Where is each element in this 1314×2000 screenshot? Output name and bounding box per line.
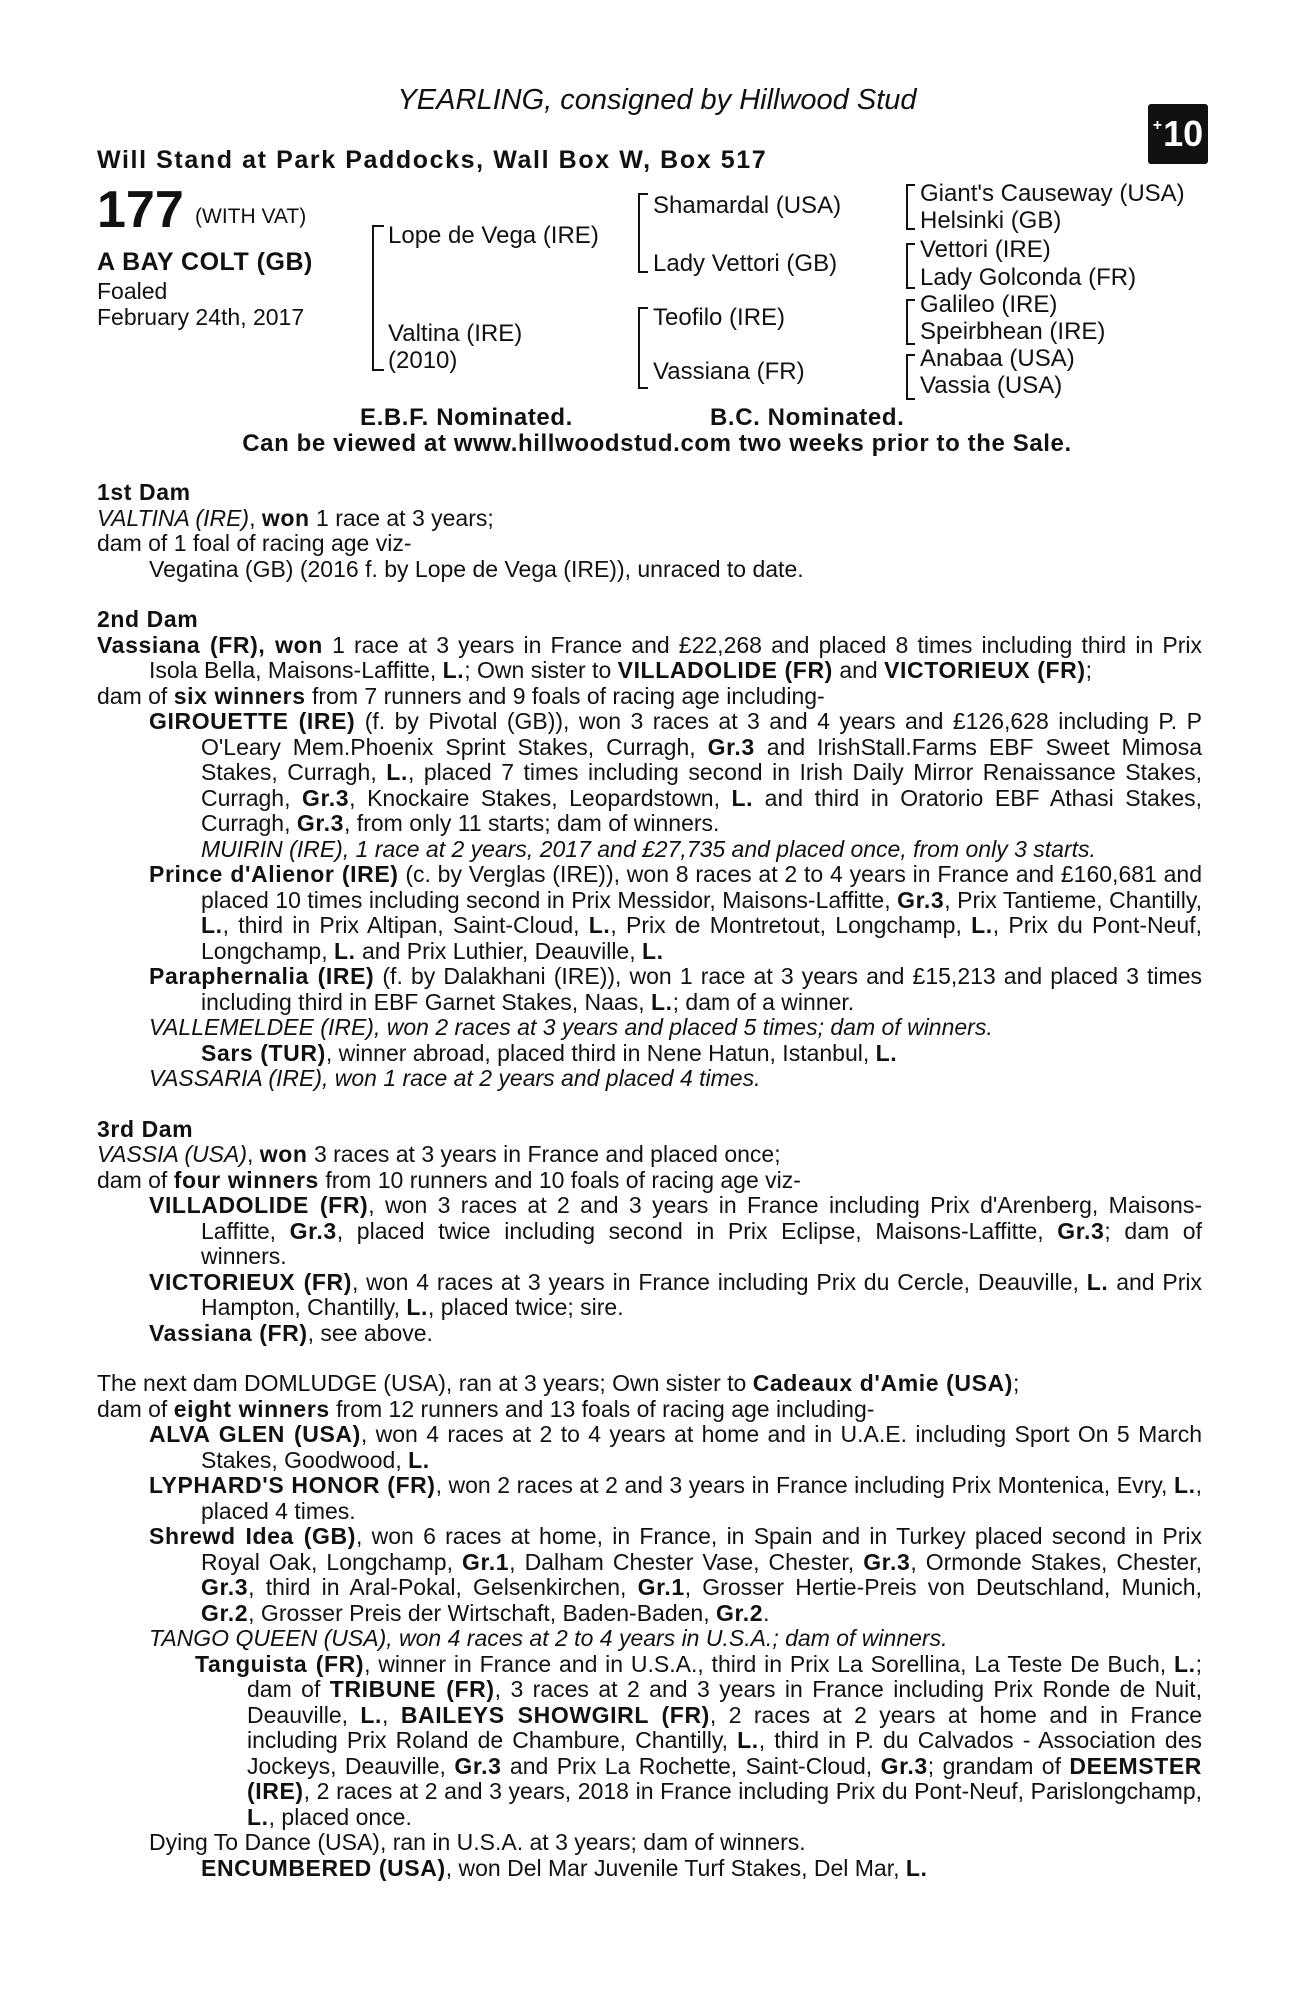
record-text: ; dam of winners. xyxy=(201,1217,1202,1269)
winners-count: four winners xyxy=(173,1166,319,1193)
produce-entry-dying: Dying To Dance (USA), ran in U.S.A. at 3 years; dam of winners. xyxy=(149,1829,806,1855)
dam-record: 1 race at 3 years; xyxy=(309,504,494,531)
record-text: dam of xyxy=(97,1166,174,1193)
second-dam-heading: 2nd Dam xyxy=(97,606,199,632)
record-text: , Knockaire Stakes, Leopardstown, xyxy=(349,784,732,811)
foal-entry: Vegatina (GB) (2016 f. by Lope de Vega (IRE)), unraced to date. xyxy=(149,555,804,582)
listed-label: L. xyxy=(651,988,673,1015)
pedigree-dss: Galileo (IRE) xyxy=(920,291,1058,318)
produce-entry-sars xyxy=(97,1041,1202,1067)
horse-name: Vassiana (FR) xyxy=(149,1319,308,1346)
record-text: from 7 runners and 9 foals of racing age including- xyxy=(305,682,825,709)
record-text: , xyxy=(382,1701,401,1728)
horse-name: Shrewd Idea (GB) xyxy=(149,1523,357,1549)
next-dam-line xyxy=(97,1371,1202,1397)
produce-entry-tanguista xyxy=(97,1652,1202,1831)
pedigree-bracket-main xyxy=(372,225,384,371)
second-dam-entry xyxy=(97,633,1202,684)
produce-entry-girouette xyxy=(97,709,1202,837)
horse-name: GIROUETTE (IRE) xyxy=(149,708,356,734)
horse-name: Prince d'Alienor (IRE) xyxy=(149,861,399,887)
record-text: 1 race at 3 years in France and £22,268 and placed 8 times including third in Prix Isola Bella, Maisons-Laffitte, xyxy=(149,631,1202,683)
listed-label: L. xyxy=(442,657,465,683)
ebf-nominated: E.B.F. Nominated. xyxy=(360,404,573,431)
record-text: , Prix du Pont-Neuf, Longchamp, xyxy=(201,912,1203,964)
horse-name: LYPHARD'S HONOR (FR) xyxy=(149,1472,436,1498)
grade-label: Gr.3 xyxy=(454,1752,502,1779)
record-text: , see above. xyxy=(307,1319,433,1346)
record-text: , placed 4 times. xyxy=(201,1472,1202,1524)
won-label: won xyxy=(261,504,310,531)
next-dam-produce xyxy=(97,1397,1202,1423)
pedigree-bracket-3 xyxy=(906,299,915,345)
record-text: (c. by Verglas (IRE)), won 8 races at 2 to 4 years in France and £160,681 and placed 10 times including second in Prix Messidor, Maisons-Laffitte, xyxy=(201,861,1202,913)
separator: , xyxy=(246,1141,260,1167)
third-dam-line xyxy=(97,1142,1202,1168)
listed-label: L. xyxy=(1173,1472,1196,1498)
listed-label: L. xyxy=(333,937,356,964)
record-text: , won Del Mar Juvenile Turf Stakes, Del Mar, xyxy=(445,1854,906,1881)
pedigree-bracket-1 xyxy=(906,184,915,230)
third-dam-heading: 3rd Dam xyxy=(97,1115,194,1142)
first-dam-produce: dam of 1 foal of racing age viz- xyxy=(97,530,412,556)
record-text: , placed once. xyxy=(268,1803,412,1830)
pedigree-sire-sire: Shamardal (USA) xyxy=(653,192,842,219)
record-text: ; xyxy=(1013,1370,1020,1396)
record-text: , placed twice; sire. xyxy=(428,1294,624,1320)
vat-note: (WITH VAT) xyxy=(195,205,307,228)
produce-entry-villadolide xyxy=(97,1193,1202,1270)
record-text: , winner abroad, placed third in Nene Hatun, Istanbul, xyxy=(325,1039,876,1066)
grade-label: Gr.3 xyxy=(880,1752,928,1779)
record-text: . xyxy=(763,1599,770,1626)
record-text: , 2 races at 2 and 3 years, 2018 in France including Prix du Pont-Neuf, Parislongchamp, xyxy=(303,1778,1202,1804)
record-text: ; dam of a winner. xyxy=(672,988,855,1015)
pedigree-sdd: Lady Golconda (FR) xyxy=(920,264,1137,291)
grade-label: Gr.1 xyxy=(462,1548,510,1575)
record-text: dam of xyxy=(97,682,174,709)
grade-label: Gr.3 xyxy=(707,733,755,760)
pedigree-bracket-2 xyxy=(906,243,915,289)
record-text: , Dalham Chester Vase, Chester, xyxy=(509,1548,864,1575)
listed-label: L. xyxy=(731,784,754,811)
record-text: , won 2 races at 2 and 3 years in France including Prix Montenica, Evry, xyxy=(435,1472,1174,1498)
listed-label: L. xyxy=(408,1446,430,1473)
record-text: , third in Prix Altipan, Saint-Cloud, xyxy=(222,912,589,938)
grade-label: Gr.3 xyxy=(201,1574,249,1600)
foaled-label: Foaled xyxy=(97,278,168,304)
produce-entry-vallemeldee xyxy=(97,1015,1202,1041)
record-text: , third in Aral-Pokal, Gelsenkirchen, xyxy=(248,1574,638,1600)
catalogue-heading: YEARLING, consigned by Hillwood Stud xyxy=(397,84,917,116)
record-text: from 12 runners and 13 foals of racing age including- xyxy=(329,1395,875,1422)
won-label: , won xyxy=(258,631,323,658)
record-text: , Grosser Hertie-Preis von Deutschland, Munich, xyxy=(684,1574,1202,1600)
produce-entry-shrewd xyxy=(97,1524,1202,1626)
horse-name: ENCUMBERED (USA) xyxy=(201,1854,446,1881)
record-text: ; grandam of xyxy=(927,1752,1070,1779)
grade-label: Gr.1 xyxy=(637,1574,685,1600)
record-text: ; dam of xyxy=(247,1650,1202,1702)
horse-name: BAILEYS SHOWGIRL (FR) xyxy=(400,1701,710,1728)
horse-name: Tanguista (FR) xyxy=(195,1650,365,1677)
record-text: and IrishStall.Farms EBF Sweet Mimosa Stakes, Curragh, xyxy=(201,733,1203,785)
pedigree-ddd: Vassia (USA) xyxy=(920,372,1063,399)
produce-entry-lyphard xyxy=(97,1473,1202,1524)
record-text: MUIRIN (IRE), 1 race at 2 years, 2017 and £27,735 and placed once, from only 3 starts. xyxy=(201,835,1096,862)
listed-label: L. xyxy=(875,1039,898,1066)
listed-label: L. xyxy=(737,1727,759,1753)
record-text: ; xyxy=(1085,657,1093,683)
produce-entry-alva xyxy=(97,1422,1202,1473)
record-text: , from only 11 starts; dam of winners. xyxy=(344,810,720,836)
pedigree-sds: Vettori (IRE) xyxy=(920,236,1051,263)
record-text: (f. by Dalakhani (IRE)), won 1 race at 3 years and £15,213 and placed 3 times including third in EBF Garnet Stakes, Naas, xyxy=(201,963,1202,1015)
listed-label: L. xyxy=(201,912,223,938)
record-text: , 3 races at 2 and 3 years in France including Prix Ronde de Nuit, Deauville, xyxy=(247,1676,1202,1728)
pedigree-dam-year: (2010) xyxy=(388,347,458,374)
grade-label: Gr.3 xyxy=(289,1217,337,1244)
record-text: , Prix de Montretout, Longchamp, xyxy=(610,912,972,938)
pedigree-dsd: Speirbhean (IRE) xyxy=(920,318,1106,345)
record-text: (f. by Pivotal (GB)), won 3 races at 3 and 4 years and £126,628 including P. P O'Leary Mem.Phoenix Sprint Stakes, Curragh, xyxy=(201,708,1202,760)
horse-name: VILLADOLIDE (FR) xyxy=(617,657,833,683)
produce-entry-vassaria xyxy=(97,1066,1202,1092)
record-text: , placed twice including second in Prix Eclipse, Maisons-Laffitte, xyxy=(336,1217,1058,1244)
listed-label: L. xyxy=(1086,1268,1109,1295)
won-label: won xyxy=(259,1141,308,1167)
pedigree-sire-dam: Lady Vettori (GB) xyxy=(653,250,838,277)
record-text: , winner in France and in U.S.A., third in Prix La Sorellina, La Teste De Buch, xyxy=(364,1650,1174,1677)
lot-badge xyxy=(1148,104,1208,164)
horse-name: Paraphernalia (IRE) xyxy=(149,963,375,989)
produce-entry-muirin xyxy=(97,837,1202,863)
horse-name: ALVA GLEN (USA) xyxy=(149,1421,361,1447)
record-text: ; Own sister to xyxy=(464,657,618,683)
record-text: , Ormonde Stakes, Chester, xyxy=(910,1548,1203,1575)
pedigree-ssd: Helsinki (GB) xyxy=(920,207,1062,234)
pedigree-sss: Giant's Causeway (USA) xyxy=(920,180,1185,207)
horse-name: VICTORIEUX (FR) xyxy=(884,657,1086,683)
pedigree-dds: Anabaa (USA) xyxy=(920,345,1075,372)
badge-plus: + xyxy=(1152,117,1163,134)
winners-count: eight winners xyxy=(173,1395,330,1422)
pedigree-dam-sire: Teofilo (IRE) xyxy=(653,304,786,331)
listed-label: L. xyxy=(588,912,611,938)
record-text: , third in P. du Calvados - Association des Jockeys, Deauville, xyxy=(247,1727,1202,1779)
listed-label: L. xyxy=(406,1294,429,1320)
grade-label: Gr.3 xyxy=(302,784,350,811)
produce-entry-prince xyxy=(97,862,1202,964)
second-dam-produce xyxy=(97,684,1202,710)
horse-name: Vassiana (FR) xyxy=(97,631,259,658)
record-text: , placed 7 times including second in Irish Daily Mirror Renaissance Stakes, Curragh, xyxy=(201,759,1203,811)
grade-label: Gr.2 xyxy=(201,1599,249,1626)
winners-count: six winners xyxy=(173,682,306,709)
third-dam-produce xyxy=(97,1168,1202,1194)
lot-description: A BAY COLT (GB) xyxy=(97,248,313,276)
dam-name: VALTINA (IRE) xyxy=(97,504,250,531)
record-text: TANGO QUEEN (USA), won 4 races at 2 to 4 years in U.S.A.; dam of winners. xyxy=(149,1625,948,1651)
pedigree-dam: Valtina (IRE) xyxy=(388,320,523,347)
foaled-date: February 24th, 2017 xyxy=(97,304,305,330)
record-text: and Prix Hampton, Chantilly, xyxy=(201,1268,1203,1320)
record-text: and Prix La Rochette, Saint-Cloud, xyxy=(501,1752,881,1779)
grade-label: Gr.2 xyxy=(716,1599,764,1626)
listed-label: L. xyxy=(386,759,408,785)
pedigree-bracket-dam xyxy=(638,307,648,389)
pedigree-bracket-4 xyxy=(906,354,915,400)
produce-entry-tango xyxy=(97,1626,1202,1652)
record-text: and xyxy=(832,657,885,683)
record-text: VASSARIA (IRE), won 1 race at 2 years and placed 4 times. xyxy=(149,1065,761,1091)
horse-name: DEEMSTER (IRE) xyxy=(247,1752,1202,1804)
record-text: The next dam DOMLUDGE (USA), ran at 3 years; Own sister to xyxy=(97,1370,753,1396)
record-text: , won 3 races at 2 and 3 years in France including Prix d'Arenberg, Maisons-Laffitte, xyxy=(201,1192,1202,1244)
pedigree-dam-dam: Vassiana (FR) xyxy=(653,358,805,385)
listed-label: L. xyxy=(247,1803,269,1830)
grade-label: Gr.3 xyxy=(863,1548,911,1575)
record-text: and Prix Luthier, Deauville, xyxy=(355,937,643,964)
lot-number: 177 xyxy=(97,181,184,239)
produce-entry-victorieux xyxy=(97,1270,1202,1321)
horse-name: VICTORIEUX (FR) xyxy=(149,1268,352,1295)
first-dam-line xyxy=(97,506,1202,532)
record-text: VALLEMELDEE (IRE), won 2 races at 3 years and placed 5 times; dam of winners. xyxy=(149,1014,993,1040)
record-text: , 2 races at 2 years at home and in France including Prix Roland de Chambure, Chantilly, xyxy=(247,1701,1202,1753)
separator: , xyxy=(249,504,262,531)
grade-label: Gr.3 xyxy=(897,886,945,913)
listed-label: L. xyxy=(971,912,993,938)
dam-name: VASSIA (USA) xyxy=(97,1141,247,1167)
record-text: from 10 runners and 10 foals of racing age viz- xyxy=(318,1166,801,1193)
listed-label: L. xyxy=(642,937,664,964)
first-dam-heading: 1st Dam xyxy=(97,479,191,505)
record-text: , won 4 races at 2 to 4 years at home and in U.A.E. including Sport On 5 March Stakes, Goodwood, xyxy=(201,1421,1202,1473)
record-text: dam of xyxy=(97,1395,174,1422)
grade-label: Gr.3 xyxy=(296,810,345,836)
stand-location: Will Stand at Park Paddocks, Wall Box W, Box 517 xyxy=(97,146,768,174)
produce-entry-vassiana xyxy=(97,1321,1202,1347)
badge-number: 10 xyxy=(1163,113,1204,154)
catalogue-body xyxy=(97,480,1202,1881)
produce-entry-paraphernalia xyxy=(97,964,1202,1015)
listed-label: L. xyxy=(1173,1650,1196,1677)
bc-nominated: B.C. Nominated. xyxy=(710,404,905,431)
viewing-note: Can be viewed at www.hillwoodstud.com two weeks prior to the Sale. xyxy=(242,430,1072,457)
pedigree-sire: Lope de Vega (IRE) xyxy=(388,222,599,249)
horse-name: VILLADOLIDE (FR) xyxy=(149,1192,369,1218)
horse-name: Cadeaux d'Amie (USA) xyxy=(752,1370,1013,1396)
record-text: , Prix Tantieme, Chantilly, xyxy=(944,886,1203,913)
horse-name: Sars (TUR) xyxy=(201,1039,326,1066)
pedigree-bracket-sire xyxy=(638,193,648,273)
listed-label: L. xyxy=(360,1701,383,1728)
listed-label: L. xyxy=(905,1854,928,1881)
record-text: , Grosser Preis der Wirtschaft, Baden-Baden, xyxy=(248,1599,717,1626)
record-text: , won 4 races at 3 years in France including Prix du Cercle, Deauville, xyxy=(351,1268,1087,1295)
grade-label: Gr.3 xyxy=(1057,1217,1105,1244)
horse-name: TRIBUNE (FR) xyxy=(329,1676,495,1702)
produce-entry-encumbered xyxy=(97,1856,1202,1882)
record-text: and third in Oratorio EBF Athasi Stakes, Curragh, xyxy=(201,784,1203,836)
record-text: 3 races at 3 years in France and placed once; xyxy=(307,1141,781,1167)
record-text: , won 6 races at home, in France, in Spain and in Turkey placed second in Prix Royal Oak, Longchamp, xyxy=(201,1523,1202,1575)
